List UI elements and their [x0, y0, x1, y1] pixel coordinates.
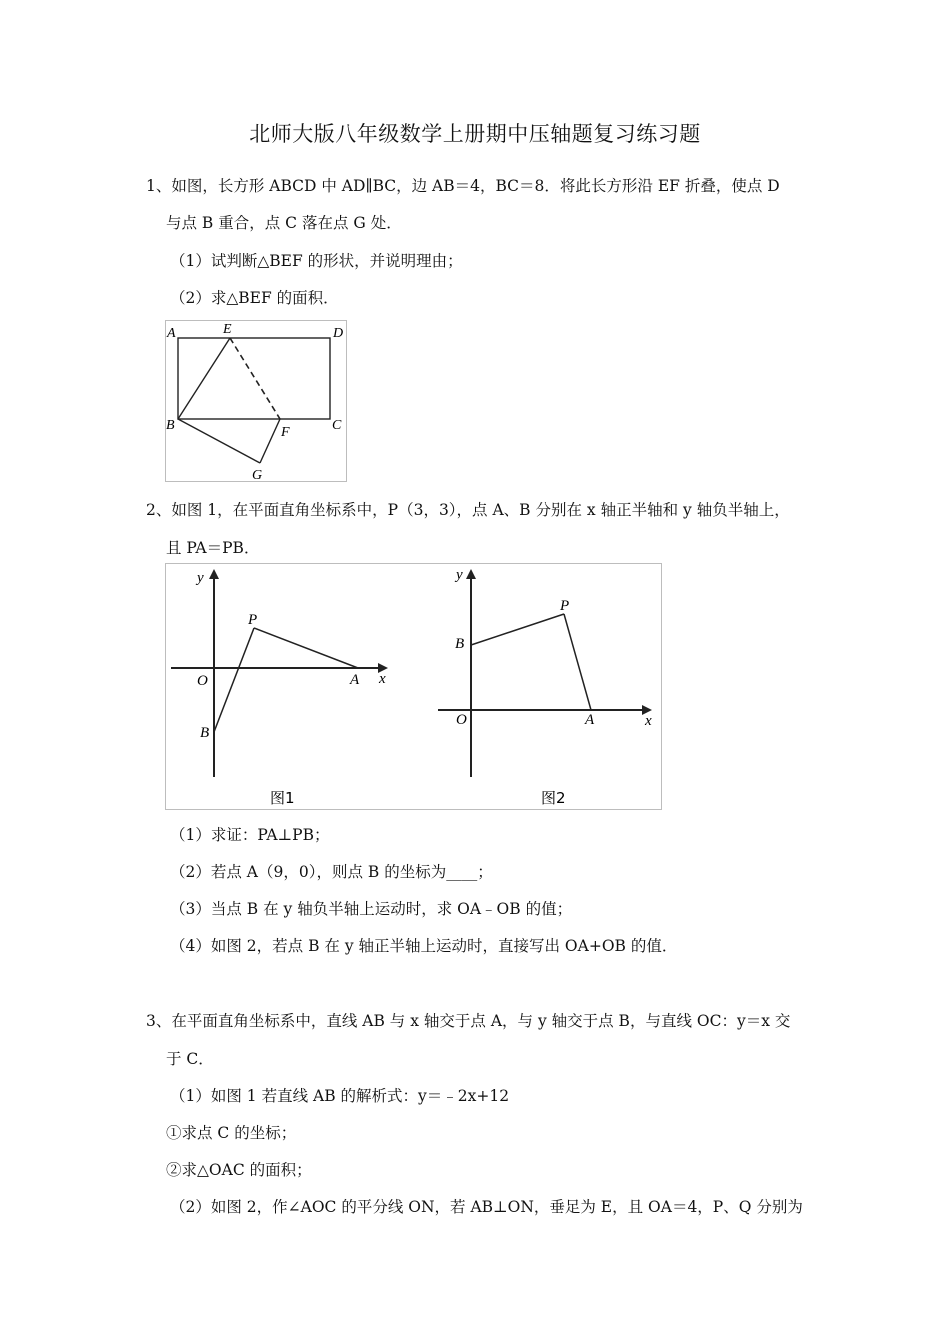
- q2-figures: [165, 563, 662, 810]
- rectangle-abcd: [178, 338, 330, 419]
- fig1-caption: 图1: [270, 789, 295, 807]
- q2-line1: 2、如图 1，在平面直角坐标系中，P（3，3），点 A、B 分别在 x 轴正半轴和 y 轴负半轴上，: [146, 501, 790, 519]
- fig2-segment-pa: [564, 614, 591, 710]
- fig1-label-p: P: [248, 612, 258, 628]
- q2-sub4: （4）如图 2，若点 B 在 y 轴正半轴上运动时，直接写出 OA+OB 的值．: [170, 937, 678, 955]
- fig2-label-y: y: [456, 567, 463, 583]
- fig2-label-o: O: [456, 712, 467, 728]
- fig2-segment-bp: [471, 614, 564, 645]
- segment-gf: [260, 419, 280, 463]
- label-b: B: [166, 418, 175, 433]
- fig1-y-arrow: [209, 569, 219, 579]
- page-title: 北师大版八年级数学上册期中压轴题复习练习题: [249, 122, 701, 146]
- q2-sub2: （2）若点 A（9，0），则点 B 的坐标为____；: [170, 863, 493, 881]
- q3-sub1: （1）如图 1 若直线 AB 的解析式：y＝﹣2x+12: [170, 1087, 510, 1105]
- q2-sub3: （3）当点 B 在 y 轴负半轴上运动时，求 OA﹣OB 的值；: [170, 900, 573, 918]
- q2-line2: 且 PA＝PB．: [166, 539, 260, 557]
- label-g: G: [252, 468, 263, 481]
- fig1-label-y: y: [197, 570, 204, 586]
- fold-line-ef: [230, 338, 280, 419]
- q3-line1: 3、在平面直角坐标系中，直线 AB 与 x 轴交于点 A，与 y 轴交于点 B，与直线 OC：y＝x 交: [146, 1012, 791, 1030]
- q1-line2: 与点 B 重合，点 C 落在点 G 处．: [166, 214, 402, 232]
- q3-sub1a: ①求点 C 的坐标；: [166, 1124, 297, 1142]
- q3-sub1b: ②求△OAC 的面积；: [166, 1161, 312, 1179]
- q3-line2: 于 C．: [166, 1050, 214, 1068]
- fig1-label-b: B: [200, 725, 210, 741]
- q1-figure-svg: [166, 321, 346, 481]
- fig2-caption: 图2: [541, 789, 566, 807]
- fig1-segment-pa: [254, 628, 358, 668]
- q2-sub1: （1）求证：PA⊥PB；: [170, 826, 330, 844]
- q1-sub2: （2）求△BEF 的面积．: [170, 289, 339, 307]
- fig1-label-o: O: [197, 673, 208, 689]
- label-c: C: [332, 418, 342, 433]
- fig2-y-arrow: [466, 569, 476, 579]
- fig1-label-x: x: [379, 671, 386, 687]
- fig1-label-a: A: [350, 672, 360, 688]
- segment-bg: [178, 419, 260, 463]
- fig2-label-a: A: [585, 712, 595, 728]
- fig1-segment-bp: [214, 628, 254, 732]
- q1-sub1: （1）试判断△BEF 的形状，并说明理由；: [170, 252, 463, 270]
- label-a: A: [167, 326, 176, 341]
- label-f: F: [281, 425, 290, 440]
- label-e: E: [223, 322, 232, 337]
- q3-sub2: （2）如图 2，作∠AOC 的平分线 ON，若 AB⊥ON，垂足为 E，且 OA＝4，P、Q 分别为: [170, 1198, 803, 1216]
- q2-figures-svg: [166, 564, 661, 809]
- q1-line1: 1、如图，长方形 ABCD 中 AD∥BC，边 AB＝4，BC＝8．将此长方形沿 EF 折叠，使点 D: [146, 177, 780, 195]
- fig2-label-p: P: [560, 598, 570, 614]
- fig2-label-b: B: [455, 636, 465, 652]
- fig2-label-x: x: [645, 713, 652, 729]
- q1-figure: [165, 320, 347, 482]
- label-d: D: [333, 326, 344, 341]
- segment-be: [178, 338, 230, 419]
